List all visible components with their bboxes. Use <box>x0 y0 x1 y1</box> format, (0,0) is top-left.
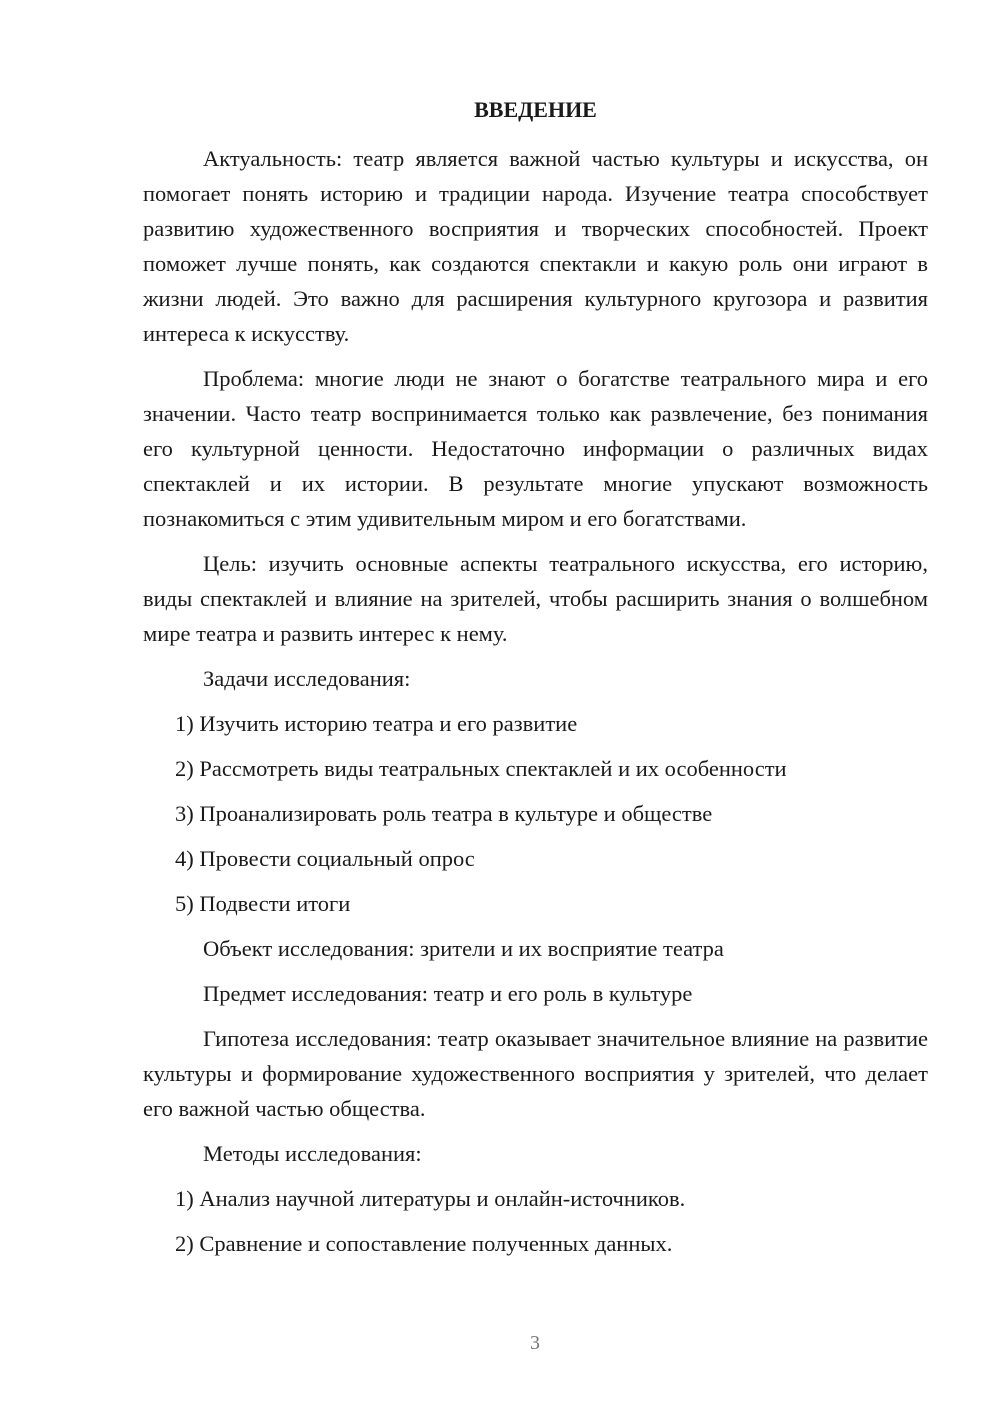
page-title: ВВЕДЕНИЕ <box>474 97 597 122</box>
methods-heading: Методы исследования: <box>203 1141 422 1166</box>
task-item-4: 4) Провести социальный опрос <box>175 846 475 871</box>
page-number: 3 <box>530 1332 540 1354</box>
page-content <box>143 92 928 1271</box>
task-item-5: 5) Подвести итоги <box>175 891 351 916</box>
method-item-2: 2) Сравнение и сопоставление полученных данных. <box>175 1231 673 1256</box>
method-item-1: 1) Анализ научной литературы и онлайн-источников. <box>175 1186 686 1211</box>
task-item-1: 1) Изучить историю театра и его развитие <box>175 711 578 736</box>
research-subject: Предмет исследования: театр и его роль в культуре <box>203 981 693 1006</box>
task-item-3: 3) Проанализировать роль театра в культуре и обществе <box>175 801 713 826</box>
relevance-paragraph: Актуальность: театр является важной частью культуры и искусства, он помогает понять историю и традиции народа. Изучение театра способствует развитию художественного восприятия и творческих способностей. Проект поможет лучше понять, как создаются спектакли и какую роль они играют в жизни людей. Это важно для расширения культурного кругозора и развития интереса к искусству. <box>143 146 928 346</box>
problem-paragraph: Проблема: многие люди не знают о богатстве театрального мира и его значении. Часто театр воспринимается только как развлечение, без понимания его культурной ценности. Недостаточно информации о различных видах спектаклей и их истории. В результате многие упускают возможность познакомиться с этим удивительным миром и его богатствами. <box>143 366 928 531</box>
goal-paragraph: Цель: изучить основные аспекты театрального искусства, его историю, виды спектаклей и влияние на зрителей, чтобы расширить знания о волшебном мире театра и развить интерес к нему. <box>143 551 928 646</box>
hypothesis-paragraph: Гипотеза исследования: театр оказывает значительное влияние на развитие культуры и формирование художественного восприятия у зрителей, что делает его важной частью общества. <box>143 1026 928 1121</box>
tasks-heading: Задачи исследования: <box>203 666 411 691</box>
task-item-2: 2) Рассмотреть виды театральных спектаклей и их особенности <box>175 756 787 781</box>
research-object: Объект исследования: зрители и их восприятие театра <box>203 936 724 961</box>
